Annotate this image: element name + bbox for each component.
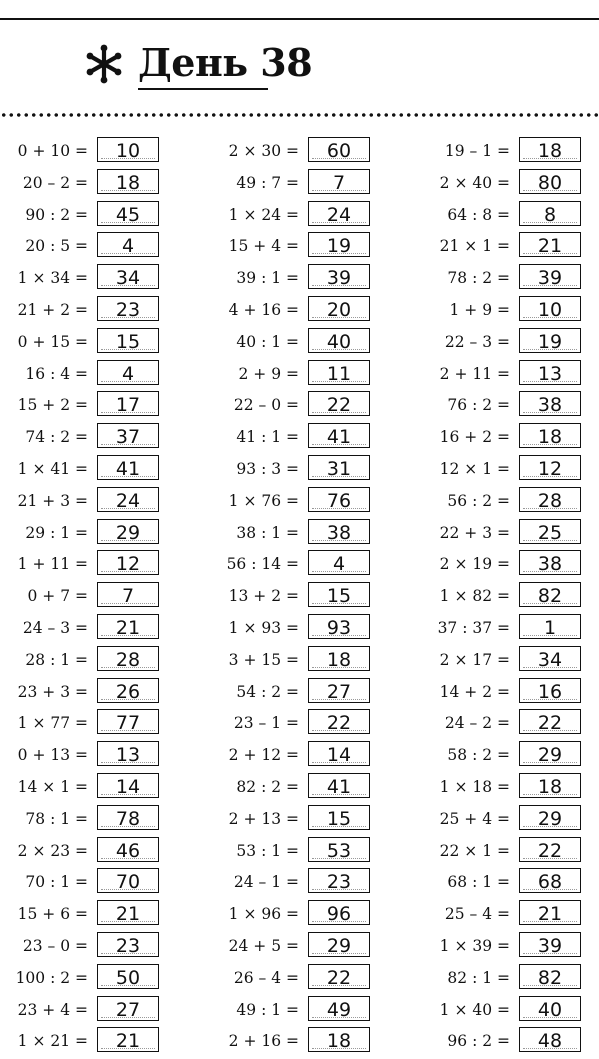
answer-box: 37 xyxy=(97,423,159,448)
answer-box: 22 xyxy=(308,391,370,416)
answer-box: 76 xyxy=(308,487,370,512)
exercise-expression: 96 : 2 = xyxy=(447,1032,510,1051)
exercise-expression: 1 × 39 = xyxy=(439,937,510,955)
exercise-expression: 1 × 77 = xyxy=(17,714,88,733)
exercise-row xyxy=(0,900,599,932)
exercise-expression: 12 × 1 = xyxy=(439,460,510,478)
answer-box: 18 xyxy=(519,137,581,162)
exercise-row xyxy=(0,837,599,869)
exercise-expression: 1 × 18 = xyxy=(439,778,510,796)
exercise-row xyxy=(0,360,599,392)
exercise-row xyxy=(0,391,599,423)
exercise-expression: 2 + 11 = xyxy=(439,364,510,383)
answer-box: 14 xyxy=(308,741,370,766)
answer-box: 13 xyxy=(97,741,159,766)
exercise-expression: 56 : 2 = xyxy=(447,491,510,510)
exercise-row xyxy=(0,264,599,296)
exercise-expression: 2 × 30 = xyxy=(228,142,299,160)
exercise-expression: 20 : 5 = xyxy=(25,237,88,256)
answer-box: 29 xyxy=(519,805,581,830)
exercise-expression: 26 – 4 = xyxy=(233,968,299,987)
answer-box: 21 xyxy=(97,1027,159,1052)
exercise-row xyxy=(0,773,599,805)
exercise-expression: 100 : 2 = xyxy=(15,968,88,987)
exercise-expression: 15 + 4 = xyxy=(228,237,299,256)
exercise-expression: 25 + 4 = xyxy=(439,809,510,828)
exercise-row xyxy=(0,996,599,1028)
exercise-expression: 4 + 16 = xyxy=(228,301,299,319)
exercise-expression: 49 : 1 = xyxy=(236,1000,299,1019)
exercise-expression: 82 : 1 = xyxy=(447,968,510,987)
answer-box: 93 xyxy=(308,614,370,639)
dotted-separator xyxy=(0,112,599,118)
exercise-expression: 1 × 93 = xyxy=(228,619,299,637)
answer-box: 39 xyxy=(519,264,581,289)
answer-box: 4 xyxy=(97,360,159,385)
exercise-expression: 1 × 82 = xyxy=(439,587,510,606)
exercise-expression: 23 – 0 = xyxy=(22,937,88,955)
answer-box: 50 xyxy=(97,964,159,989)
exercise-expression: 74 : 2 = xyxy=(25,428,88,447)
exercise-expression: 0 + 13 = xyxy=(17,746,88,765)
exercise-expression: 58 : 2 = xyxy=(447,746,510,765)
exercise-expression: 20 – 2 = xyxy=(22,173,88,192)
answer-box: 38 xyxy=(519,550,581,575)
exercise-row xyxy=(0,137,599,169)
exercise-expression: 82 : 2 = xyxy=(236,778,299,796)
answer-box: 49 xyxy=(308,996,370,1021)
answer-box: 7 xyxy=(97,582,159,607)
answer-box: 38 xyxy=(308,519,370,544)
exercise-expression: 21 × 1 = xyxy=(439,237,510,256)
exercise-expression: 76 : 2 = xyxy=(447,396,510,415)
answer-box: 1 xyxy=(519,614,581,639)
answer-box: 70 xyxy=(97,868,159,893)
exercise-expression: 1 + 9 = xyxy=(449,301,510,319)
answer-box: 7 xyxy=(308,169,370,194)
answer-box: 34 xyxy=(97,264,159,289)
answer-box: 41 xyxy=(308,423,370,448)
exercise-row xyxy=(0,232,599,264)
answer-box: 53 xyxy=(308,837,370,862)
exercise-expression: 64 : 8 = xyxy=(447,205,510,224)
answer-box: 27 xyxy=(97,996,159,1021)
exercise-expression: 0 + 7 = xyxy=(27,587,88,606)
exercise-row xyxy=(0,868,599,900)
exercise-expression: 23 + 4 = xyxy=(17,1000,88,1019)
exercise-expression: 3 + 15 = xyxy=(228,650,299,669)
answer-box: 24 xyxy=(308,201,370,226)
exercise-expression: 24 – 1 = xyxy=(233,873,299,892)
answer-box: 21 xyxy=(97,900,159,925)
exercise-expression: 1 × 76 = xyxy=(228,491,299,510)
exercise-expression: 21 + 3 = xyxy=(17,491,88,510)
answer-box: 22 xyxy=(308,964,370,989)
answer-box: 29 xyxy=(308,932,370,957)
answer-box: 41 xyxy=(308,773,370,798)
answer-box: 60 xyxy=(308,137,370,162)
answer-box: 25 xyxy=(519,519,581,544)
answer-box: 82 xyxy=(519,582,581,607)
answer-box: 31 xyxy=(308,455,370,480)
exercise-row xyxy=(0,964,599,996)
exercise-row xyxy=(0,423,599,455)
answer-box: 29 xyxy=(97,519,159,544)
exercise-expression: 22 + 3 = xyxy=(439,523,510,542)
answer-box: 38 xyxy=(519,391,581,416)
top-border-line xyxy=(0,18,599,20)
exercise-expression: 2 + 13 = xyxy=(228,809,299,828)
exercise-expression: 22 – 0 = xyxy=(233,396,299,415)
answer-box: 4 xyxy=(97,232,159,257)
answer-box: 11 xyxy=(308,360,370,385)
exercise-expression: 1 × 41 = xyxy=(17,460,88,478)
exercise-row xyxy=(0,678,599,710)
exercise-row xyxy=(0,805,599,837)
answer-box: 18 xyxy=(97,169,159,194)
exercise-row xyxy=(0,582,599,614)
exercise-expression: 54 : 2 = xyxy=(236,682,299,701)
exercise-expression: 0 + 15 = xyxy=(17,332,88,351)
exercise-expression: 21 + 2 = xyxy=(17,301,88,319)
answer-box: 22 xyxy=(519,709,581,734)
exercise-row xyxy=(0,296,599,328)
exercise-expression: 39 : 1 = xyxy=(236,269,299,288)
answer-box: 15 xyxy=(308,805,370,830)
exercise-expression: 1 × 40 = xyxy=(439,1000,510,1019)
exercise-expression: 38 : 1 = xyxy=(236,523,299,542)
exercise-expression: 1 × 96 = xyxy=(228,905,299,924)
answer-box: 4 xyxy=(308,550,370,575)
exercise-expression: 24 + 5 = xyxy=(228,937,299,955)
exercise-expression: 15 + 6 = xyxy=(17,905,88,924)
exercise-expression: 56 : 14 = xyxy=(226,555,299,574)
exercise-expression: 22 × 1 = xyxy=(439,841,510,860)
answer-box: 21 xyxy=(519,232,581,257)
exercise-expression: 2 × 19 = xyxy=(439,555,510,574)
answer-box: 48 xyxy=(519,1027,581,1052)
answer-box: 23 xyxy=(97,932,159,957)
exercise-expression: 22 – 3 = xyxy=(444,332,510,351)
exercise-expression: 23 – 1 = xyxy=(233,714,299,733)
exercise-row xyxy=(0,646,599,678)
answer-box: 17 xyxy=(97,391,159,416)
snowflake-icon xyxy=(84,44,124,84)
answer-box: 39 xyxy=(519,932,581,957)
answer-box: 20 xyxy=(308,296,370,321)
exercise-expression: 2 + 12 = xyxy=(228,746,299,765)
answer-box: 21 xyxy=(97,614,159,639)
answer-box: 8 xyxy=(519,201,581,226)
exercise-row xyxy=(0,519,599,551)
answer-box: 21 xyxy=(519,900,581,925)
answer-box: 34 xyxy=(519,646,581,671)
exercise-row xyxy=(0,709,599,741)
answer-box: 18 xyxy=(519,423,581,448)
exercise-expression: 53 : 1 = xyxy=(236,841,299,860)
answer-box: 18 xyxy=(308,646,370,671)
answer-box: 22 xyxy=(308,709,370,734)
exercise-expression: 15 + 2 = xyxy=(17,396,88,415)
exercise-expression: 14 + 2 = xyxy=(439,682,510,701)
exercise-row xyxy=(0,614,599,646)
exercise-expression: 40 : 1 = xyxy=(236,332,299,351)
exercise-expression: 24 – 2 = xyxy=(444,714,510,733)
exercise-row xyxy=(0,1027,599,1059)
exercise-row xyxy=(0,550,599,582)
exercise-expression: 16 + 2 = xyxy=(439,428,510,447)
answer-box: 10 xyxy=(519,296,581,321)
exercise-expression: 1 × 24 = xyxy=(228,205,299,224)
exercise-row xyxy=(0,169,599,201)
answer-box: 23 xyxy=(308,868,370,893)
answer-box: 41 xyxy=(97,455,159,480)
answer-box: 12 xyxy=(97,550,159,575)
exercise-row xyxy=(0,932,599,964)
answer-box: 15 xyxy=(308,582,370,607)
answer-box: 19 xyxy=(308,232,370,257)
page-title: День 38 xyxy=(138,40,313,85)
exercise-expression: 1 × 21 = xyxy=(17,1032,88,1051)
answer-box: 19 xyxy=(519,328,581,353)
answer-box: 77 xyxy=(97,709,159,734)
exercise-expression: 2 + 16 = xyxy=(228,1032,299,1051)
answer-box: 10 xyxy=(97,137,159,162)
answer-box: 39 xyxy=(308,264,370,289)
answer-box: 82 xyxy=(519,964,581,989)
exercise-expression: 25 – 4 = xyxy=(444,905,510,924)
exercise-expression: 2 + 9 = xyxy=(238,364,299,383)
answer-box: 46 xyxy=(97,837,159,862)
answer-box: 13 xyxy=(519,360,581,385)
exercise-expression: 70 : 1 = xyxy=(25,873,88,892)
exercise-expression: 19 – 1 = xyxy=(444,142,510,160)
answer-box: 28 xyxy=(97,646,159,671)
exercise-expression: 29 : 1 = xyxy=(25,523,88,542)
exercise-row xyxy=(0,487,599,519)
exercise-expression: 14 × 1 = xyxy=(17,778,88,796)
answer-box: 23 xyxy=(97,296,159,321)
answer-box: 40 xyxy=(308,328,370,353)
answer-box: 15 xyxy=(97,328,159,353)
exercise-expression: 2 × 23 = xyxy=(17,841,88,860)
answer-box: 14 xyxy=(97,773,159,798)
exercise-expression: 37 : 37 = xyxy=(437,619,510,637)
exercise-expression: 78 : 2 = xyxy=(447,269,510,288)
answer-box: 16 xyxy=(519,678,581,703)
title-underline xyxy=(138,88,268,90)
answer-box: 18 xyxy=(308,1027,370,1052)
exercise-expression: 24 – 3 = xyxy=(22,619,88,637)
exercise-expression: 2 × 17 = xyxy=(439,650,510,669)
answer-box: 27 xyxy=(308,678,370,703)
exercise-expression: 78 : 1 = xyxy=(25,809,88,828)
answer-box: 96 xyxy=(308,900,370,925)
answer-box: 80 xyxy=(519,169,581,194)
answer-box: 78 xyxy=(97,805,159,830)
answer-box: 22 xyxy=(519,837,581,862)
answer-box: 26 xyxy=(97,678,159,703)
exercise-expression: 1 + 11 = xyxy=(17,555,88,574)
exercise-expression: 49 : 7 = xyxy=(236,173,299,192)
exercise-row xyxy=(0,741,599,773)
exercise-row xyxy=(0,328,599,360)
exercise-expression: 23 + 3 = xyxy=(17,682,88,701)
answer-box: 18 xyxy=(519,773,581,798)
exercise-expression: 68 : 1 = xyxy=(447,873,510,892)
exercise-expression: 90 : 2 = xyxy=(25,205,88,224)
page-header xyxy=(84,34,312,94)
answer-box: 12 xyxy=(519,455,581,480)
answer-box: 29 xyxy=(519,741,581,766)
exercise-row xyxy=(0,455,599,487)
exercise-expression: 93 : 3 = xyxy=(236,460,299,478)
exercise-expression: 0 + 10 = xyxy=(17,142,88,160)
exercise-row xyxy=(0,201,599,233)
exercise-expression: 28 : 1 = xyxy=(25,650,88,669)
exercise-expression: 1 × 34 = xyxy=(17,269,88,288)
answer-box: 24 xyxy=(97,487,159,512)
exercise-expression: 13 + 2 = xyxy=(228,587,299,606)
answer-box: 28 xyxy=(519,487,581,512)
answer-box: 40 xyxy=(519,996,581,1021)
exercise-expression: 16 : 4 = xyxy=(25,364,88,383)
exercise-expression: 41 : 1 = xyxy=(236,428,299,447)
exercise-expression: 2 × 40 = xyxy=(439,173,510,192)
answer-box: 68 xyxy=(519,868,581,893)
answer-box: 45 xyxy=(97,201,159,226)
